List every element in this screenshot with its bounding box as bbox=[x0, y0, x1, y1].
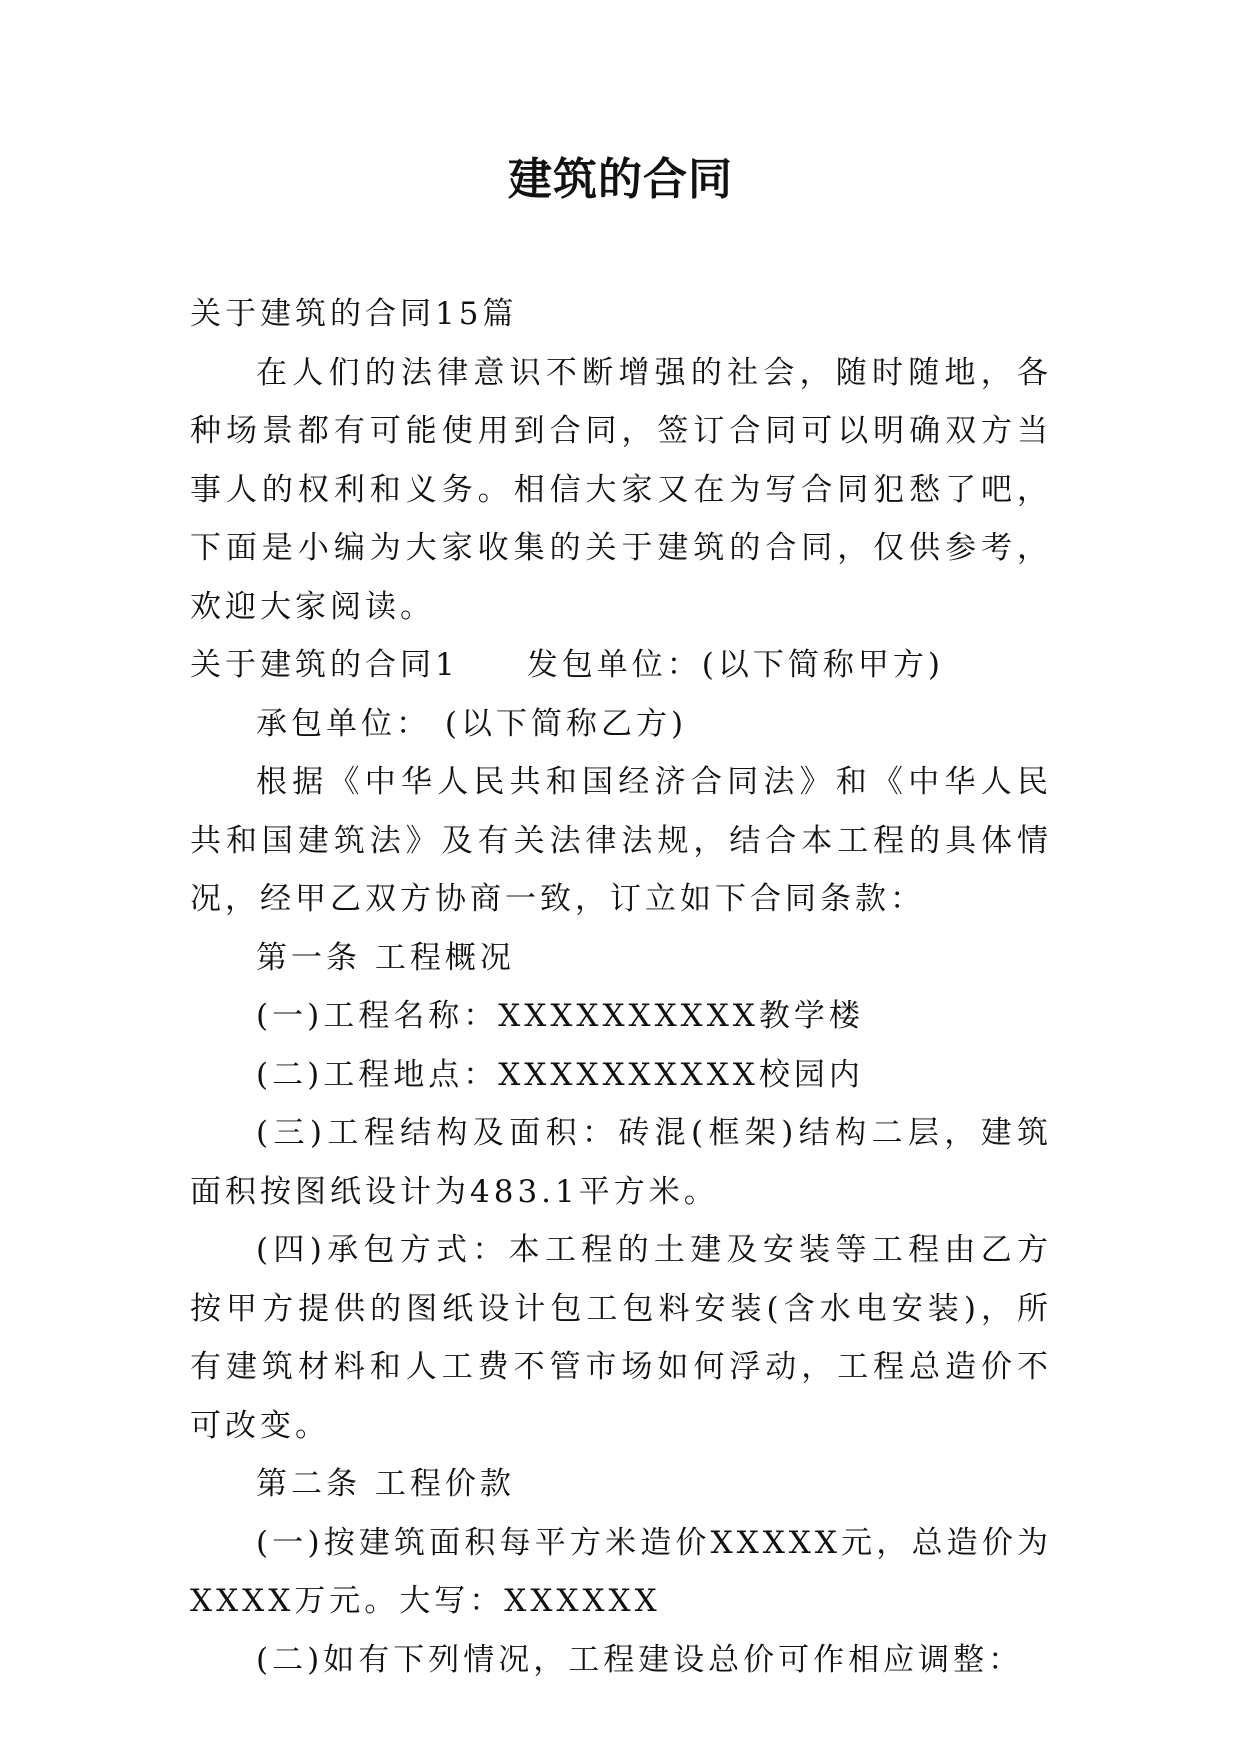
contract-method-line: (四)承包方式：本工程的土建及安装等工程由乙方按甲方提供的图纸设计包工包料安装(含水电安装)，所有建筑材料和人工费不管市场如何浮动，工程总造价不可改变。 bbox=[190, 1232, 1052, 1444]
paragraph-collection-heading: 关于建筑的合同15篇 bbox=[190, 296, 518, 332]
article-1-heading: 第一条 工程概况 bbox=[256, 939, 515, 976]
contractor-line: 承包单位： (以下简称乙方) bbox=[256, 705, 688, 742]
project-structure-line: (三)工程结构及面积：砖混(框架)结构二层，建筑面积按图纸设计为483.1平方米。 bbox=[190, 1115, 1052, 1210]
price-line: (一)按建筑面积每平方米造价XXXXX元，总造价为XXXX万元。大写：XXXXXX bbox=[190, 1524, 1052, 1619]
paragraph-intro: 在人们的法律意识不断增强的社会，随时随地，各种场景都有可能使用到合同，签订合同可以明确双方当事人的权利和义务。相信大家又在为写合同犯愁了吧，下面是小编为大家收集的关于建筑的合同，仅供参考，欢迎大家阅读。 bbox=[190, 354, 1052, 625]
price-adjustment-line: (二)如有下列情况，工程建设总价可作相应调整： bbox=[256, 1641, 1024, 1678]
article-2-heading: 第二条 工程价款 bbox=[256, 1466, 515, 1502]
paragraph-legal-basis: 根据《中华人民共和国经济合同法》和《中华人民共和国建筑法》及有关法律法规，结合本工程的具体情况，经甲乙双方协商一致，订立如下合同条款： bbox=[190, 764, 1052, 917]
employer-line: 发包单位：(以下简称甲方) bbox=[526, 647, 944, 683]
paragraph-contract-1-heading bbox=[190, 636, 1052, 695]
contract-1-title: 关于建筑的合同1 bbox=[190, 647, 459, 683]
document-body bbox=[190, 285, 1052, 1689]
project-location-line: (二)工程地点：XXXXXXXXXX校园内 bbox=[256, 1056, 864, 1093]
document-title: 建筑的合同 bbox=[508, 154, 733, 205]
project-name-line: (一)工程名称：XXXXXXXXXX教学楼 bbox=[256, 998, 864, 1034]
